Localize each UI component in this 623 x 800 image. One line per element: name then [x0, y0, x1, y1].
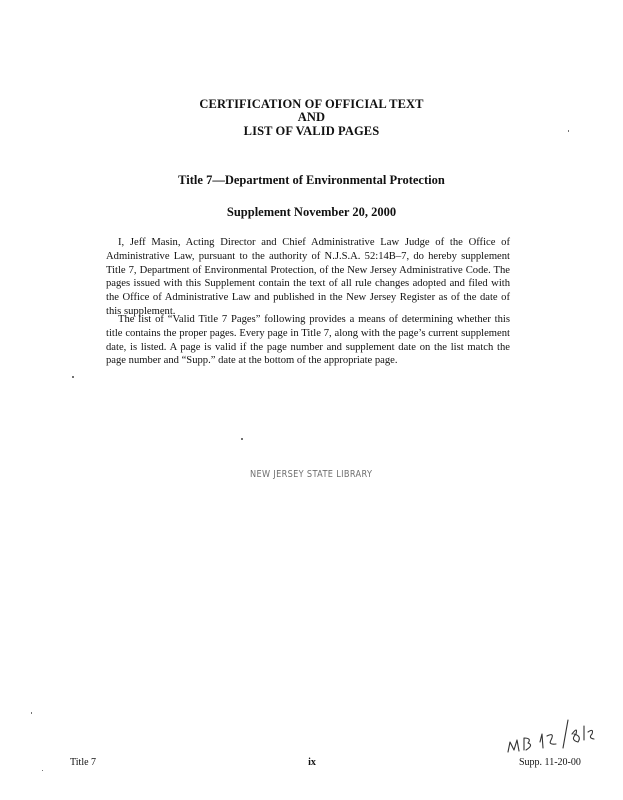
- and-heading: AND: [297, 110, 326, 124]
- certification-heading: CERTIFICATION OF OFFICIAL TEXT: [199, 97, 424, 111]
- footer-title: Title 7: [70, 757, 97, 768]
- valid-pages-paragraph: The list of “Valid Title 7 Pages” following provides a means of determining whether this title contains the proper pages. Every page in Title 7, along with the page’s current supplement date, is listed. A page is valid if the page number and supplement date on the list match the page number and “Supp.” date at the bottom of the appropriate page.: [106, 314, 510, 367]
- footer-page-number: ix: [308, 757, 316, 768]
- handwritten-initials-date: [500, 712, 600, 760]
- library-stamp: NEW JERSEY STATE LIBRARY: [250, 469, 373, 480]
- certification-paragraph: I, Jeff Masin, Acting Director and Chief Administrative Law Judge of the Office of Administrative Law, pursuant to the authority of N.J.S.A. 52:14B–7, do hereby supplement Title 7, Department of Environmental Protection, of the New Jersey Administrative Code. The pages issued with this Supplement contain the text of all rule changes adopted and filed with the Office of Administrative Law and published in the New Jersey Register as of the date of this supplement.: [106, 237, 510, 317]
- valid-pages-heading: LIST OF VALID PAGES: [243, 124, 380, 138]
- footer-supplement-date: Supp. 11-20-00: [519, 757, 581, 768]
- scan-speck: [241, 438, 243, 440]
- scan-speck: [72, 376, 74, 378]
- scan-speck: [42, 770, 43, 771]
- supplement-heading: Supplement November 20, 2000: [226, 205, 397, 219]
- scan-speck: [568, 130, 569, 132]
- title-heading: Title 7—Department of Environmental Protection: [178, 173, 445, 187]
- scan-speck: [31, 712, 32, 714]
